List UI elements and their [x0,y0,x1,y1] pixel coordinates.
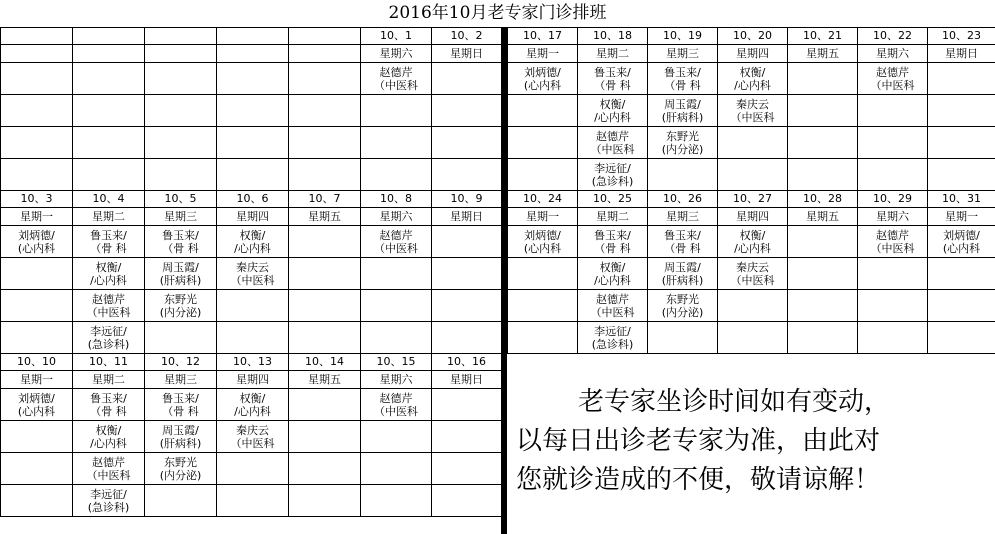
doctor-slot-cell: 赵德芹 （中医科 [858,63,928,95]
doctor-slot-row [1,63,502,95]
doctor-slot-cell [361,258,432,290]
doctor-slot-row [1,389,502,421]
weekday-cell: 星期五 [788,208,858,226]
doctor-slot-cell [73,63,145,95]
doctor-slot-row [508,159,995,191]
doctor-slot-cell [718,290,788,322]
doctor-slot-cell: 权衡/ /心内科 [578,95,648,127]
notice-line-2: 以每日出诊老专家为准，由此对 [516,426,881,456]
doctor-slot-cell [1,258,73,290]
date-row [508,28,995,45]
date-cell [217,28,289,45]
doctor-slot-cell [289,453,361,485]
doctor-slot-cell [508,290,578,322]
doctor-slot-cell [858,322,928,354]
schedule-right-table [507,27,995,354]
doctor-slot-cell: 秦庆云 （中医科 [217,421,289,453]
weekday-cell: 星期六 [361,371,432,389]
doctor-slot-cell [432,63,502,95]
doctor-slot-cell: 东野光 (内分泌) [648,127,718,159]
doctor-slot-cell: 权衡/ /心内科 [718,63,788,95]
date-cell: 10、7 [289,191,361,208]
doctor-slot-row [1,485,502,517]
date-cell: 10、4 [73,191,145,208]
doctor-slot-cell [788,127,858,159]
doctor-slot-cell [73,95,145,127]
doctor-slot-cell [217,453,289,485]
weekday-row [508,208,995,226]
date-cell: 10、10 [1,354,73,371]
doctor-slot-cell: 赵德芹 （中医科 [361,63,432,95]
date-cell: 10、18 [578,28,648,45]
doctor-slot-cell [217,95,289,127]
doctor-slot-cell [788,95,858,127]
doctor-slot-row [1,322,502,354]
doctor-slot-cell [508,258,578,290]
doctor-slot-cell [648,159,718,191]
weekday-cell: 星期二 [73,371,145,389]
doctor-slot-cell [788,63,858,95]
week-block-oct3 [1,191,502,354]
weekday-cell: 星期五 [788,45,858,63]
doctor-slot-cell [718,322,788,354]
doctor-slot-cell [361,159,432,191]
doctor-slot-cell [928,258,995,290]
doctor-slot-row [508,258,995,290]
doctor-slot-cell: 周玉霞/ (肝病科) [648,95,718,127]
doctor-slot-cell: 鲁玉来/ （骨 科 [145,389,217,421]
doctor-slot-cell: 权衡/ /心内科 [217,226,289,258]
notice-line-3: 您就诊造成的不便，敬请谅解！ [516,465,881,495]
date-cell: 10、27 [718,191,788,208]
doctor-slot-cell [718,127,788,159]
doctor-slot-cell [788,159,858,191]
doctor-slot-cell [289,485,361,517]
date-cell: 10、16 [432,354,502,371]
doctor-slot-row [1,258,502,290]
week-block-oct17 [508,28,995,191]
weekday-cell [73,45,145,63]
weekday-cell: 星期日 [432,371,502,389]
date-cell: 10、8 [361,191,432,208]
doctor-slot-cell: 赵德芹 （中医科 [73,290,145,322]
doctor-slot-cell [361,453,432,485]
doctor-slot-cell [73,159,145,191]
doctor-slot-cell [289,95,361,127]
doctor-slot-cell: 刘炳德/ (心内科 [1,389,73,421]
doctor-slot-row [508,322,995,354]
weekday-cell: 星期二 [578,45,648,63]
doctor-slot-row [1,226,502,258]
doctor-slot-cell [217,127,289,159]
doctor-slot-cell [1,421,73,453]
date-cell: 10、13 [217,354,289,371]
doctor-slot-row [1,453,502,485]
doctor-slot-cell [858,290,928,322]
doctor-slot-cell: 权衡/ /心内科 [217,389,289,421]
doctor-slot-cell [361,485,432,517]
weekday-cell: 星期五 [289,208,361,226]
doctor-slot-cell: 秦庆云 （中医科 [718,95,788,127]
doctor-slot-cell [361,95,432,127]
date-row [1,354,502,371]
date-cell: 10、6 [217,191,289,208]
doctor-slot-cell: 赵德芹 （中医科 [578,127,648,159]
date-cell: 10、1 [361,28,432,45]
doctor-slot-cell: 鲁玉来/ （骨 科 [73,389,145,421]
week-block-oct24 [508,191,995,354]
week-block-oct1 [1,28,502,191]
doctor-slot-cell [1,322,73,354]
doctor-slot-cell: 鲁玉来/ （骨 科 [648,226,718,258]
date-row [1,191,502,208]
doctor-slot-cell: 刘炳德/ (心内科 [508,226,578,258]
date-row [1,28,502,45]
doctor-slot-cell [928,290,995,322]
doctor-slot-cell: 赵德芹 （中医科 [361,226,432,258]
doctor-slot-cell [508,95,578,127]
weekday-cell: 星期四 [718,45,788,63]
doctor-slot-cell [217,322,289,354]
date-cell: 10、9 [432,191,502,208]
doctor-slot-cell [928,95,995,127]
doctor-slot-cell [788,226,858,258]
weekday-cell: 星期三 [648,45,718,63]
doctor-slot-cell [1,453,73,485]
doctor-slot-cell: 周玉霞/ (肝病科) [145,258,217,290]
doctor-slot-cell [289,127,361,159]
doctor-slot-cell [289,63,361,95]
weekday-cell: 星期四 [217,371,289,389]
weekday-row [1,371,502,389]
doctor-slot-cell [289,290,361,322]
doctor-slot-cell: 东野光 (内分泌) [648,290,718,322]
doctor-slot-cell [432,127,502,159]
doctor-slot-cell [432,258,502,290]
weekday-cell [289,45,361,63]
doctor-slot-cell: 李远征/ (急诊科) [73,485,145,517]
doctor-slot-cell: 东野光 (内分泌) [145,453,217,485]
doctor-slot-cell [361,127,432,159]
weekday-cell: 星期六 [858,208,928,226]
doctor-slot-cell [145,159,217,191]
doctor-slot-cell: 刘炳德/ (心内科 [1,226,73,258]
doctor-slot-cell: 刘炳德/ (心内科 [928,226,995,258]
doctor-slot-cell [361,421,432,453]
weekday-row [1,45,502,63]
doctor-slot-cell: 东野光 (内分泌) [145,290,217,322]
weekday-cell: 星期六 [361,45,432,63]
weekday-cell: 星期一 [928,208,995,226]
doctor-slot-cell [928,127,995,159]
date-cell: 10、21 [788,28,858,45]
weekday-cell: 星期日 [432,45,502,63]
weekday-cell: 星期四 [217,208,289,226]
doctor-slot-cell [432,95,502,127]
weekday-row [1,208,502,226]
doctor-slot-cell [788,258,858,290]
doctor-slot-cell: 秦庆云 （中医科 [217,258,289,290]
doctor-slot-cell [928,322,995,354]
doctor-slot-cell [508,127,578,159]
weekday-cell: 星期一 [1,208,73,226]
date-cell: 10、23 [928,28,995,45]
date-cell [73,28,145,45]
date-cell: 10、14 [289,354,361,371]
date-cell: 10、2 [432,28,502,45]
date-cell: 10、5 [145,191,217,208]
weekday-row [508,45,995,63]
weekday-cell [217,45,289,63]
weekday-cell: 星期一 [508,45,578,63]
date-cell [1,28,73,45]
weekday-cell: 星期六 [361,208,432,226]
doctor-slot-cell: 权衡/ /心内科 [718,226,788,258]
doctor-slot-cell: 鲁玉来/ （骨 科 [578,63,648,95]
doctor-slot-cell [432,290,502,322]
weekday-cell: 星期二 [73,208,145,226]
doctor-slot-cell [145,485,217,517]
date-cell [289,28,361,45]
weekday-cell: 星期三 [145,208,217,226]
doctor-slot-cell: 权衡/ /心内科 [578,258,648,290]
weekday-cell: 星期六 [858,45,928,63]
date-cell: 10、25 [578,191,648,208]
doctor-slot-cell [289,258,361,290]
doctor-slot-cell: 赵德芹 （中医科 [858,226,928,258]
doctor-slot-row [1,95,502,127]
doctor-slot-cell: 鲁玉来/ （骨 科 [578,226,648,258]
weekday-cell: 星期三 [648,208,718,226]
doctor-slot-cell [217,63,289,95]
doctor-slot-cell [1,159,73,191]
weekday-cell: 星期三 [145,371,217,389]
doctor-slot-cell [432,389,502,421]
doctor-slot-cell [145,322,217,354]
doctor-slot-cell: 李远征/ (急诊科) [578,159,648,191]
doctor-slot-cell: 鲁玉来/ （骨 科 [73,226,145,258]
doctor-slot-cell [289,421,361,453]
doctor-slot-cell: 赵德芹 （中医科 [361,389,432,421]
doctor-slot-cell [858,95,928,127]
weekday-cell: 星期二 [578,208,648,226]
weekday-cell [1,45,73,63]
date-cell: 10、26 [648,191,718,208]
doctor-slot-row [508,95,995,127]
doctor-slot-cell [432,485,502,517]
doctor-slot-cell [145,63,217,95]
doctor-slot-row [1,290,502,322]
doctor-slot-cell [361,290,432,322]
doctor-slot-cell [217,159,289,191]
schedule-title: 2016年10月老专家门诊排班 [388,3,607,23]
schedule-change-notice [508,383,995,500]
doctor-slot-row [1,421,502,453]
date-cell: 10、19 [648,28,718,45]
date-cell: 10、29 [858,191,928,208]
doctor-slot-cell [289,226,361,258]
doctor-slot-cell: 刘炳德/ (心内科 [508,63,578,95]
doctor-slot-cell [217,290,289,322]
doctor-slot-cell [73,127,145,159]
doctor-slot-cell: 周玉霞/ (肝病科) [145,421,217,453]
doctor-slot-cell [928,159,995,191]
date-row [508,191,995,208]
date-cell: 10、15 [361,354,432,371]
doctor-slot-row [508,226,995,258]
doctor-slot-cell [289,159,361,191]
doctor-slot-cell [1,63,73,95]
doctor-slot-cell [289,389,361,421]
date-cell: 10、17 [508,28,578,45]
doctor-slot-cell [432,453,502,485]
doctor-slot-cell [648,322,718,354]
doctor-slot-cell: 权衡/ /心内科 [73,258,145,290]
doctor-slot-row [508,63,995,95]
doctor-slot-cell [432,322,502,354]
date-cell [145,28,217,45]
doctor-slot-cell [508,322,578,354]
weekday-cell: 星期日 [432,208,502,226]
doctor-slot-cell [858,258,928,290]
weekday-cell: 星期四 [718,208,788,226]
doctor-slot-cell: 周玉霞/ (肝病科) [648,258,718,290]
doctor-slot-cell [1,127,73,159]
doctor-slot-cell: 李远征/ (急诊科) [73,322,145,354]
date-cell: 10、3 [1,191,73,208]
doctor-slot-row [508,290,995,322]
date-cell: 10、24 [508,191,578,208]
doctor-slot-cell [145,127,217,159]
doctor-slot-cell [145,95,217,127]
doctor-slot-cell [1,290,73,322]
date-cell: 10、31 [928,191,995,208]
date-cell: 10、28 [788,191,858,208]
doctor-slot-row [1,159,502,191]
doctor-slot-cell [361,322,432,354]
doctor-slot-cell [718,159,788,191]
doctor-slot-cell [928,63,995,95]
doctor-slot-cell [432,226,502,258]
date-cell: 10、20 [718,28,788,45]
doctor-slot-cell [289,322,361,354]
notice-line-1: 老专家坐诊时间如有变动， [578,387,891,417]
week-block-oct10 [1,354,502,517]
weekday-cell: 星期一 [1,371,73,389]
doctor-slot-cell [432,159,502,191]
doctor-slot-cell [1,95,73,127]
doctor-slot-cell: 权衡/ /心内科 [73,421,145,453]
weekday-cell: 星期一 [508,208,578,226]
doctor-slot-cell: 赵德芹 （中医科 [73,453,145,485]
weekday-cell: 星期日 [928,45,995,63]
doctor-slot-row [508,127,995,159]
doctor-slot-cell [1,485,73,517]
doctor-slot-cell [858,159,928,191]
doctor-slot-cell: 李远征/ (急诊科) [578,322,648,354]
date-cell: 10、22 [858,28,928,45]
doctor-slot-cell [508,159,578,191]
weekday-cell: 星期五 [289,371,361,389]
doctor-slot-cell: 鲁玉来/ （骨 科 [648,63,718,95]
doctor-slot-cell [432,421,502,453]
weekday-cell [145,45,217,63]
doctor-slot-row [1,127,502,159]
doctor-slot-cell [788,290,858,322]
doctor-slot-cell [858,127,928,159]
date-cell: 10、12 [145,354,217,371]
doctor-slot-cell: 鲁玉来/ （骨 科 [145,226,217,258]
schedule-left-table [0,27,502,517]
date-cell: 10、11 [73,354,145,371]
doctor-slot-cell: 赵德芹 （中医科 [578,290,648,322]
doctor-slot-cell [788,322,858,354]
doctor-slot-cell [217,485,289,517]
doctor-slot-cell: 秦庆云 （中医科 [718,258,788,290]
